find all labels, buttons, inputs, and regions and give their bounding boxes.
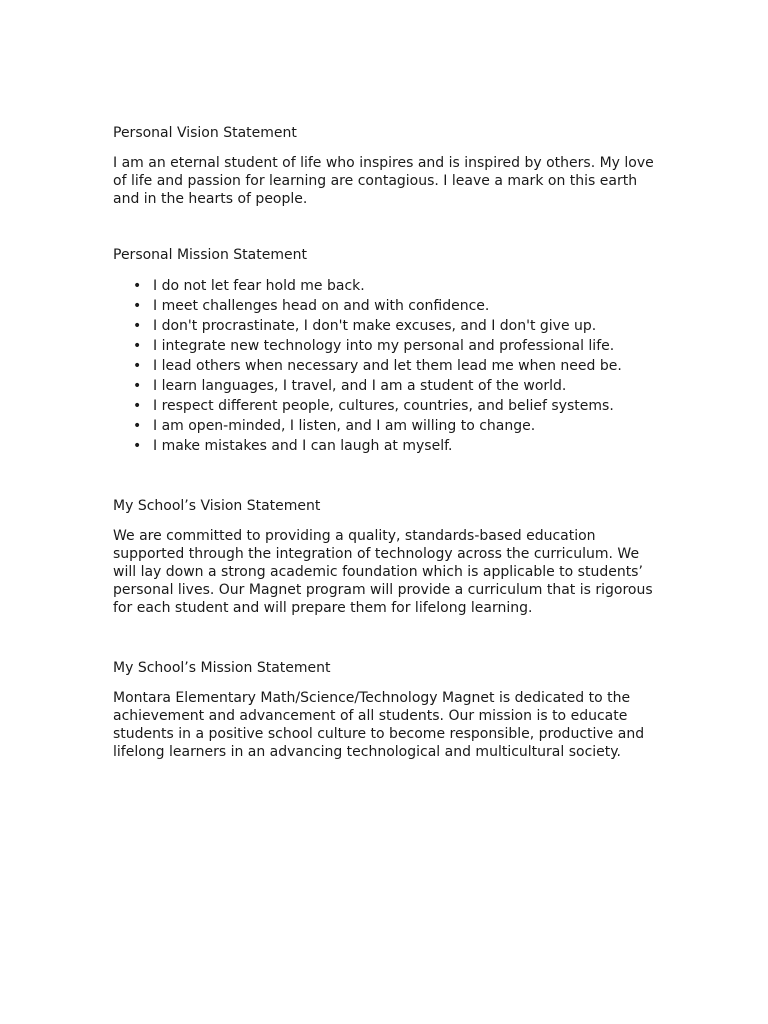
list-item [113,377,658,395]
bullet-icon: • [133,438,142,454]
bullet-icon: • [133,378,142,394]
list-item [113,397,658,415]
list-item [113,417,658,435]
personal-mission-heading: Personal Mission Statement [113,247,307,263]
personal-vision-body: I am an eternal student of life who inspires and is inspired by others. My love of life and passion for learning are contagious. I leave a mark on this earth and in the hearts of people. [113,155,654,207]
list-item [113,357,658,375]
bullet-icon: • [133,398,142,414]
bullet-icon: • [133,298,142,314]
list-item-text: I am open-minded, I listen, and I am willing to change. [153,418,536,434]
document-page [113,124,658,761]
list-item-text: I do not let fear hold me back. [153,278,365,294]
bullet-icon: • [133,318,142,334]
school-mission-heading: My School’s Mission Statement [113,660,331,676]
school-vision-body: We are committed to providing a quality, standards-based education supported through the integration of technology across the curriculum. We will lay down a strong academic foundation which is applicable to students’ personal lives. Our Magnet program will provide a curriculum that is rigorous for each student and will prepare them for lifelong learning. [113,528,653,616]
school-vision-heading: My School’s Vision Statement [113,498,321,514]
list-item-text: I lead others when necessary and let them lead me when need be. [153,358,622,374]
list-item-text: I respect different people, cultures, countries, and belief systems. [153,398,614,414]
list-item-text: I integrate new technology into my personal and professional life. [153,338,615,354]
bullet-icon: • [133,418,142,434]
school-mission-body: Montara Elementary Math/Science/Technology Magnet is dedicated to the achievement and advancement of all students. Our mission is to educate students in a positive school culture to become responsible, productive and lifelong learners in an advancing technological and multicultural society. [113,690,645,760]
list-item [113,317,658,335]
bullet-icon: • [133,358,142,374]
personal-vision-heading: Personal Vision Statement [113,125,297,141]
bullet-icon: • [133,338,142,354]
list-item [113,277,658,295]
list-item-text: I meet challenges head on and with confidence. [153,298,490,314]
list-item-text: I learn languages, I travel, and I am a student of the world. [153,378,567,394]
list-item-text: I don't procrastinate, I don't make excuses, and I don't give up. [153,318,597,334]
list-item [113,337,658,355]
list-item-text: I make mistakes and I can laugh at myself. [153,438,453,454]
list-item [113,437,658,455]
list-item [113,297,658,315]
bullet-icon: • [133,278,142,294]
personal-mission-list [113,277,658,455]
